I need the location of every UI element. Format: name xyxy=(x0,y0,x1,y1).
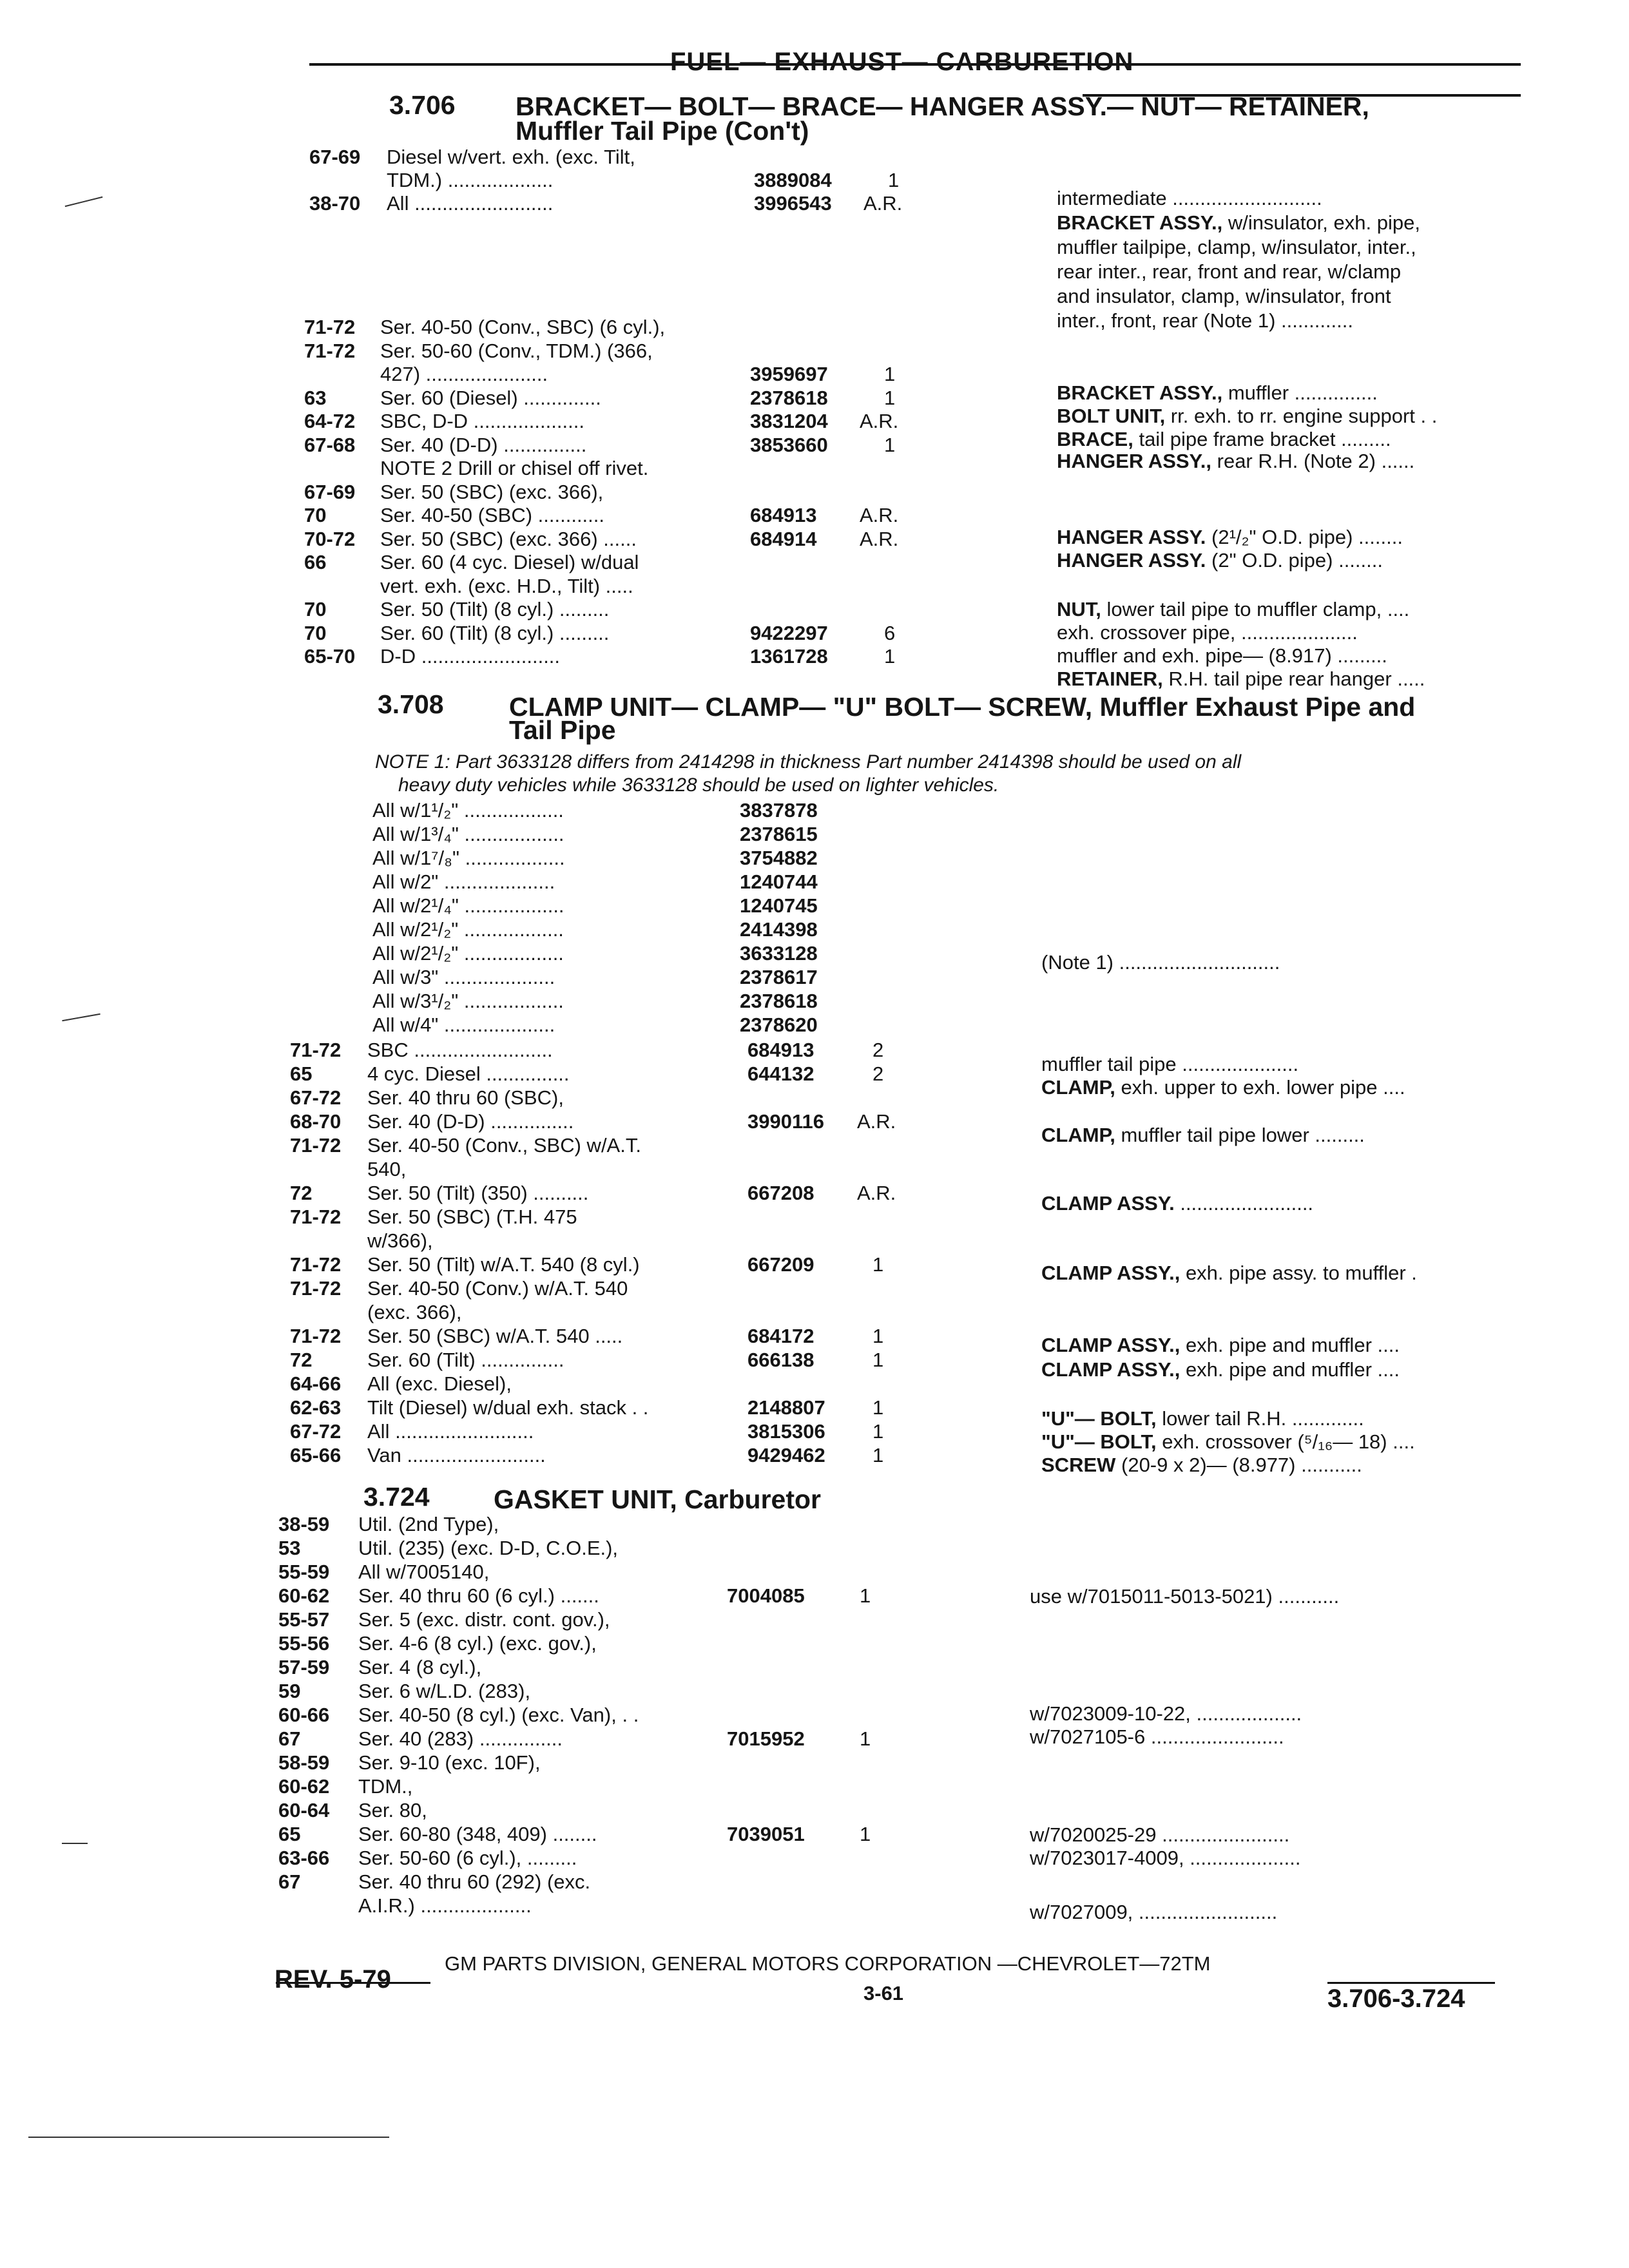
row-year: 71-72 xyxy=(290,1277,342,1300)
section-title-line2: Tail Pipe xyxy=(509,715,616,745)
row-description: All w/2¹/₄" .................. xyxy=(372,894,564,917)
row-year: 53 xyxy=(278,1537,301,1559)
row-part-number: 2378618 xyxy=(750,386,828,409)
section-number: 3.708 xyxy=(378,689,444,719)
row-quantity: 1 xyxy=(872,1444,884,1466)
row-year: 70 xyxy=(304,504,327,526)
row-part-number: 3959697 xyxy=(750,363,828,385)
row-year: 67 xyxy=(278,1727,301,1750)
row-year: 71-72 xyxy=(290,1253,342,1276)
part-name: and insulator, clamp, w/insulator, front xyxy=(1057,285,1391,307)
part-name: CLAMP, exh. upper to exh. lower pipe .... xyxy=(1041,1076,1405,1099)
row-quantity: 1 xyxy=(872,1325,884,1347)
row-description: Diesel w/vert. exh. (exc. Tilt, xyxy=(387,146,635,168)
row-description: All w/7005140, xyxy=(358,1561,490,1583)
part-name: muffler tail pipe ..................... xyxy=(1041,1053,1299,1075)
row-description: All w/1⁷/₈" .................. xyxy=(372,847,565,869)
row-year: 38-70 xyxy=(309,192,361,215)
part-name: intermediate ........................... xyxy=(1057,187,1322,209)
row-description: Ser. 60 (Tilt) (8 cyl.) ......... xyxy=(380,621,610,644)
row-year: 62-63 xyxy=(290,1396,342,1419)
row-quantity: 1 xyxy=(872,1253,884,1276)
row-year: 63-66 xyxy=(278,1847,330,1869)
row-description: Ser. 80, xyxy=(358,1799,427,1821)
part-name: muffler and exh. pipe— (8.917) ......... xyxy=(1057,644,1387,667)
section-title: BRACKET— BOLT— BRACE— HANGER ASSY.— NUT— RETAINER, xyxy=(516,91,1369,121)
section-title-line2: Muffler Tail Pipe (Con't) xyxy=(516,116,809,146)
scan-mark xyxy=(62,1843,88,1844)
row-quantity: 1 xyxy=(860,1727,871,1750)
row-description: 427) ...................... xyxy=(380,363,548,385)
row-description: Tilt (Diesel) w/dual exh. stack . . xyxy=(367,1396,649,1419)
row-description: Ser. 60 (Tilt) ............... xyxy=(367,1349,564,1371)
part-name: w/7023017-4009, .................... xyxy=(1030,1847,1301,1869)
row-part-number: 3853660 xyxy=(750,433,828,456)
part-name: "U"— BOLT, exh. crossover (⁵/₁₆— 18) .... xyxy=(1041,1430,1415,1453)
part-name: (Note 1) ............................. xyxy=(1041,951,1280,974)
row-year: 71-72 xyxy=(290,1206,342,1228)
row-part-number: 684913 xyxy=(747,1039,815,1061)
row-description: All w/2¹/₂" .................. xyxy=(372,918,564,941)
row-year: 57-59 xyxy=(278,1656,330,1678)
row-quantity: 1 xyxy=(860,1584,871,1607)
row-description: All ......................... xyxy=(387,192,554,215)
section-title: CLAMP UNIT— CLAMP— "U" BOLT— SCREW, Muffler Exhaust Pipe and xyxy=(509,692,1416,722)
row-part-number: 3754882 xyxy=(740,847,818,869)
row-year: 70-72 xyxy=(304,527,356,550)
row-year: 71-72 xyxy=(290,1134,342,1157)
row-description: Ser. 40-50 (Conv., SBC) (6 cyl.), xyxy=(380,316,666,338)
row-part-number: 2378620 xyxy=(740,1014,818,1036)
row-quantity: A.R. xyxy=(857,1110,896,1133)
row-part-number: 2378617 xyxy=(740,966,818,988)
row-part-number: 9429462 xyxy=(747,1444,825,1466)
part-name: w/7027009, ......................... xyxy=(1030,1901,1278,1923)
row-description: A.I.R.) .................... xyxy=(358,1894,532,1917)
row-description: Ser. 40 thru 60 (SBC), xyxy=(367,1086,564,1109)
row-description: Ser. 50 (SBC) (exc. 366) ...... xyxy=(380,527,637,550)
row-description: Ser. 60-80 (348, 409) ........ xyxy=(358,1823,597,1845)
row-year: 67-68 xyxy=(304,433,356,456)
row-year: 65 xyxy=(290,1062,313,1085)
part-name: use w/7015011-5013-5021) ........... xyxy=(1030,1585,1340,1608)
part-name: muffler tailpipe, clamp, w/insulator, inter., xyxy=(1057,236,1416,258)
row-year: 58-59 xyxy=(278,1751,330,1774)
footer-publisher: GM PARTS DIVISION, GENERAL MOTORS CORPORATION —CHEVROLET—72TM xyxy=(445,1952,1211,1975)
row-year: 60-64 xyxy=(278,1799,330,1821)
row-description: All w/4" .................... xyxy=(372,1014,555,1036)
part-name: SCREW (20-9 x 2)— (8.977) ........... xyxy=(1041,1454,1362,1476)
row-description: Ser. 50 (Tilt) (8 cyl.) ......... xyxy=(380,598,610,620)
row-description: All w/2" .................... xyxy=(372,870,555,893)
page-header-title: FUEL— EXHAUST— CARBURETION xyxy=(670,48,1134,76)
row-part-number: 2414398 xyxy=(740,918,818,941)
footer-section-range: 3.706-3.724 xyxy=(1327,1984,1465,2013)
row-year: 60-66 xyxy=(278,1704,330,1726)
row-year: 38-59 xyxy=(278,1513,330,1535)
row-quantity: 1 xyxy=(884,433,896,456)
row-year: 65-66 xyxy=(290,1444,342,1466)
row-quantity: 1 xyxy=(872,1396,884,1419)
part-name: w/7020025-29 ....................... xyxy=(1030,1823,1290,1846)
row-part-number: 7004085 xyxy=(727,1584,805,1607)
row-description: Util. (235) (exc. D-D, C.O.E.), xyxy=(358,1537,619,1559)
part-name: w/7027105-6 ........................ xyxy=(1030,1725,1284,1748)
row-quantity: 1 xyxy=(860,1823,871,1845)
section-note-line2: heavy duty vehicles while 3633128 should be used on lighter vehicles. xyxy=(398,774,999,796)
row-description: 4 cyc. Diesel ............... xyxy=(367,1062,570,1085)
part-name: HANGER ASSY., rear R.H. (Note 2) ...... xyxy=(1057,450,1415,472)
row-description: All w/1³/₄" .................. xyxy=(372,823,564,845)
row-description: Ser. 4 (8 cyl.), xyxy=(358,1656,482,1678)
row-description: Ser. 50 (Tilt) (350) .......... xyxy=(367,1182,589,1204)
row-part-number: 684914 xyxy=(750,527,817,550)
row-description: vert. exh. (exc. H.D., Tilt) ..... xyxy=(380,574,633,597)
row-year: 68-70 xyxy=(290,1110,342,1133)
row-year: 60-62 xyxy=(278,1584,330,1607)
row-part-number: 667208 xyxy=(747,1182,815,1204)
row-description: Ser. 9-10 (exc. 10F), xyxy=(358,1751,541,1774)
part-name: inter., front, rear (Note 1) ............. xyxy=(1057,309,1353,332)
row-description: Ser. 60 (Diesel) .............. xyxy=(380,386,601,409)
row-part-number: 7039051 xyxy=(727,1823,805,1845)
part-name: RETAINER, R.H. tail pipe rear hanger ..... xyxy=(1057,668,1425,690)
row-year: 70 xyxy=(304,598,327,620)
row-description: SBC ......................... xyxy=(367,1039,553,1061)
part-name: CLAMP, muffler tail pipe lower ......... xyxy=(1041,1124,1365,1146)
part-name: CLAMP ASSY., exh. pipe and muffler .... xyxy=(1041,1358,1400,1381)
row-year: 55-56 xyxy=(278,1632,330,1655)
row-description: Ser. 40 thru 60 (292) (exc. xyxy=(358,1870,591,1893)
row-year: 59 xyxy=(278,1680,301,1702)
row-year: 71-72 xyxy=(304,316,356,338)
row-quantity: 1 xyxy=(884,386,896,409)
part-name: BRACE, tail pipe frame bracket ......... xyxy=(1057,428,1391,450)
row-description: Ser. 4-6 (8 cyl.) (exc. gov.), xyxy=(358,1632,597,1655)
scan-mark xyxy=(62,1014,100,1021)
part-name: NUT, lower tail pipe to muffler clamp, .... xyxy=(1057,598,1410,620)
row-description: Ser. 40 thru 60 (6 cyl.) ....... xyxy=(358,1584,599,1607)
row-year: 64-66 xyxy=(290,1372,342,1395)
row-description: Ser. 6 w/L.D. (283), xyxy=(358,1680,531,1702)
scan-mark xyxy=(65,197,103,207)
row-description: All w/1¹/₂" .................. xyxy=(372,799,564,822)
row-quantity: A.R. xyxy=(863,192,903,215)
section-number: 3.724 xyxy=(363,1482,430,1512)
part-name: w/7023009-10-22, ................... xyxy=(1030,1702,1302,1725)
row-year: 71-72 xyxy=(290,1039,342,1061)
row-year: 70 xyxy=(304,621,327,644)
row-description: Ser. 40-50 (8 cyl.) (exc. Van), . . xyxy=(358,1704,639,1726)
footer-revision: REV. 5-79 xyxy=(275,1965,391,1994)
row-part-number: 644132 xyxy=(747,1062,815,1085)
row-part-number: 2378615 xyxy=(740,823,818,845)
row-part-number: 3996543 xyxy=(754,192,832,215)
row-description: Ser. 40-50 (Conv., SBC) w/A.T. xyxy=(367,1134,641,1157)
row-year: 71-72 xyxy=(290,1325,342,1347)
row-description: Util. (2nd Type), xyxy=(358,1513,499,1535)
row-part-number: 3831204 xyxy=(750,410,828,432)
row-description: All w/3" .................... xyxy=(372,966,555,988)
row-year: 67-69 xyxy=(309,146,361,168)
part-name: HANGER ASSY. (2" O.D. pipe) ........ xyxy=(1057,549,1383,572)
row-year: 66 xyxy=(304,551,327,573)
row-part-number: 2148807 xyxy=(747,1396,825,1419)
part-name: exh. crossover pipe, ..................... xyxy=(1057,621,1358,644)
row-year: 65-70 xyxy=(304,645,356,668)
footer-page-number: 3-61 xyxy=(863,1982,904,2004)
section-title: GASKET UNIT, Carburetor xyxy=(494,1485,821,1514)
row-description: Ser. 50 (SBC) (exc. 366), xyxy=(380,480,604,503)
row-description: Ser. 40 (283) ............... xyxy=(358,1727,563,1750)
row-description: Ser. 50-60 (Conv., TDM.) (366, xyxy=(380,339,653,362)
row-year: 64-72 xyxy=(304,410,356,432)
row-quantity: 6 xyxy=(884,621,896,644)
row-part-number: 3990116 xyxy=(747,1110,824,1133)
row-description: All w/3¹/₂" .................. xyxy=(372,990,564,1012)
row-part-number: 2378618 xyxy=(740,990,818,1012)
row-description: Ser. 50-60 (6 cyl.), ......... xyxy=(358,1847,577,1869)
section-note: NOTE 1: Part 3633128 differs from 2414298 in thickness Part number 2414398 should be used on all xyxy=(375,751,1242,773)
row-description: Ser. 40-50 (Conv.) w/A.T. 540 xyxy=(367,1277,628,1300)
row-year: 60-62 xyxy=(278,1775,330,1798)
row-quantity: 1 xyxy=(872,1420,884,1443)
row-year: 65 xyxy=(278,1823,301,1845)
row-description: Ser. 40 (D-D) ............... xyxy=(380,433,587,456)
row-description: (exc. 366), xyxy=(367,1301,462,1323)
row-year: 72 xyxy=(290,1349,313,1371)
row-part-number: 9422297 xyxy=(750,621,828,644)
scan-mark xyxy=(28,2137,389,2138)
row-year: 55-59 xyxy=(278,1561,330,1583)
row-year: 55-57 xyxy=(278,1608,330,1631)
row-description: TDM.) ................... xyxy=(387,169,554,191)
row-quantity: A.R. xyxy=(857,1182,896,1204)
row-quantity: 1 xyxy=(884,363,896,385)
row-year: 67-72 xyxy=(290,1420,342,1443)
part-name: BRACKET ASSY., w/insulator, exh. pipe, xyxy=(1057,211,1420,234)
row-part-number: 1361728 xyxy=(750,645,828,668)
row-part-number: 1240745 xyxy=(740,894,818,917)
row-quantity: 1 xyxy=(872,1349,884,1371)
part-name: CLAMP ASSY., exh. pipe assy. to muffler . xyxy=(1041,1262,1417,1284)
row-description: Ser. 40 (D-D) ............... xyxy=(367,1110,574,1133)
row-description: All ......................... xyxy=(367,1420,534,1443)
row-year: 67 xyxy=(278,1870,301,1893)
row-part-number: 7015952 xyxy=(727,1727,805,1750)
row-description: Ser. 50 (SBC) (T.H. 475 xyxy=(367,1206,577,1228)
row-description: Ser. 40-50 (SBC) ............ xyxy=(380,504,605,526)
row-description: All (exc. Diesel), xyxy=(367,1372,512,1395)
row-description: 540, xyxy=(367,1158,407,1180)
row-description: Ser. 50 (SBC) w/A.T. 540 ..... xyxy=(367,1325,623,1347)
part-name: BRACKET ASSY., muffler ............... xyxy=(1057,381,1378,404)
part-name: "U"— BOLT, lower tail R.H. ............. xyxy=(1041,1407,1364,1430)
row-part-number: 684913 xyxy=(750,504,817,526)
row-quantity: 1 xyxy=(884,645,896,668)
row-quantity: 2 xyxy=(872,1062,884,1085)
row-year: 67-69 xyxy=(304,480,356,503)
footer-rule-right xyxy=(1327,1982,1495,1984)
row-year: 72 xyxy=(290,1182,313,1204)
row-description: D-D ......................... xyxy=(380,645,561,668)
row-year: 71-72 xyxy=(304,339,356,362)
part-name: CLAMP ASSY. ........................ xyxy=(1041,1192,1314,1215)
part-name: HANGER ASSY. (2¹/₂" O.D. pipe) ........ xyxy=(1057,526,1403,548)
row-description: All w/2¹/₂" .................. xyxy=(372,942,564,965)
row-description: Ser. 5 (exc. distr. cont. gov.), xyxy=(358,1608,610,1631)
row-part-number: 3815306 xyxy=(747,1420,825,1443)
row-description: TDM., xyxy=(358,1775,413,1798)
row-part-number: 1240744 xyxy=(740,870,818,893)
row-part-number: 666138 xyxy=(747,1349,815,1371)
part-name: BOLT UNIT, rr. exh. to rr. engine support . . xyxy=(1057,405,1438,427)
row-part-number: 3837878 xyxy=(740,799,818,822)
row-description: w/366), xyxy=(367,1229,433,1252)
row-description: Van ......................... xyxy=(367,1444,546,1466)
row-quantity: A.R. xyxy=(860,504,899,526)
section-number: 3.706 xyxy=(389,90,456,120)
row-description: NOTE 2 Drill or chisel off rivet. xyxy=(380,457,649,479)
row-part-number: 684172 xyxy=(747,1325,815,1347)
row-quantity: 2 xyxy=(872,1039,884,1061)
row-part-number: 3633128 xyxy=(740,942,818,965)
part-name: rear inter., rear, front and rear, w/clamp xyxy=(1057,260,1402,283)
row-description: SBC, D-D .................... xyxy=(380,410,584,432)
row-part-number: 667209 xyxy=(747,1253,815,1276)
part-name: CLAMP ASSY., exh. pipe and muffler .... xyxy=(1041,1334,1400,1356)
row-year: 63 xyxy=(304,386,327,409)
row-quantity: A.R. xyxy=(860,410,899,432)
row-description: Ser. 50 (Tilt) w/A.T. 540 (8 cyl.) xyxy=(367,1253,640,1276)
row-year: 67-72 xyxy=(290,1086,342,1109)
row-quantity: 1 xyxy=(888,169,900,191)
row-description: Ser. 60 (4 cyc. Diesel) w/dual xyxy=(380,551,639,573)
row-part-number: 3889084 xyxy=(754,169,832,191)
row-quantity: A.R. xyxy=(860,527,899,550)
